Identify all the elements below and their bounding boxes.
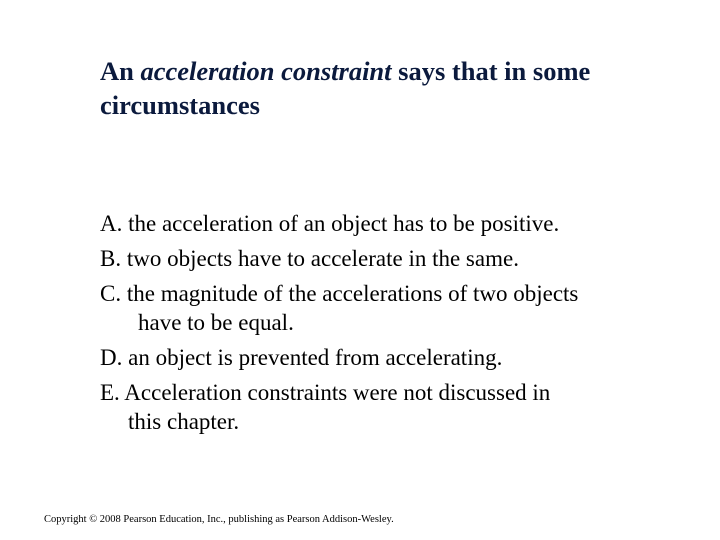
choice-text: two objects have to accelerate in the same. bbox=[126, 246, 519, 271]
answer-choices bbox=[100, 206, 700, 439]
choice-text: the acceleration of an object has to be positive. bbox=[128, 211, 560, 236]
choice-label: B. bbox=[100, 246, 122, 271]
title-lead: An bbox=[100, 56, 141, 86]
choice-label: A. bbox=[100, 211, 123, 236]
title-emphasis: acceleration constraint bbox=[140, 56, 392, 86]
title-rest: says that in some circumstances bbox=[100, 56, 591, 120]
choice-label: C. bbox=[100, 281, 122, 306]
answer-choice-d bbox=[100, 340, 700, 375]
slide-title bbox=[100, 54, 700, 122]
choice-text: an object is prevented from accelerating. bbox=[128, 345, 503, 370]
choice-text-continuation: have to be equal. bbox=[138, 310, 294, 335]
choice-text: the magnitude of the accelerations of two objects bbox=[126, 281, 579, 306]
choice-text: Acceleration constraints were not discussed in bbox=[124, 380, 551, 405]
answer-choice-a bbox=[100, 206, 700, 241]
answer-choice-c bbox=[100, 276, 700, 338]
choice-label: E. bbox=[100, 380, 120, 405]
answer-choice-e bbox=[100, 375, 700, 437]
choice-label: D. bbox=[100, 345, 123, 370]
answer-choice-b bbox=[100, 241, 700, 276]
copyright-footer: Copyright © 2008 Pearson Education, Inc., publishing as Pearson Addison-Wesley. bbox=[44, 514, 394, 525]
choice-text-continuation: this chapter. bbox=[128, 409, 240, 434]
